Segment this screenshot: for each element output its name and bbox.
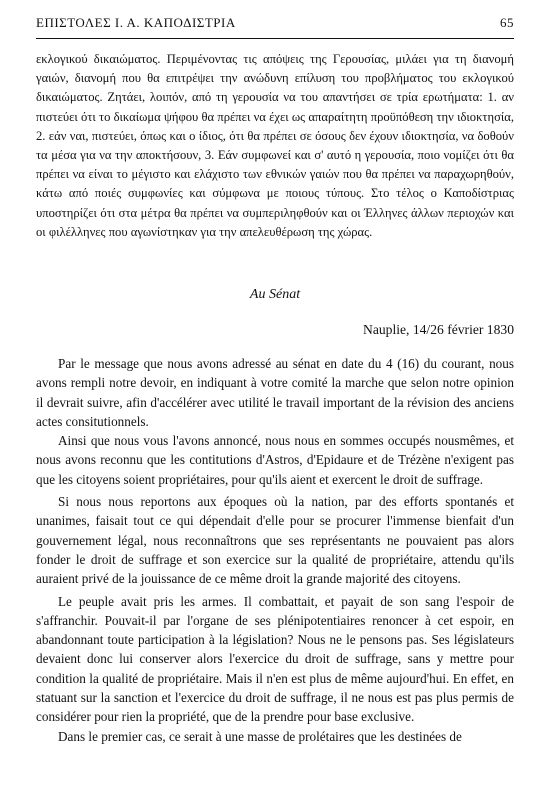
letter-body xyxy=(36,354,514,746)
letter-paragraph: Ainsi que nous vous l'avons annoncé, nous nous en sommes occupés nousmêmes, et nous avons reconnu que les contitutions d'Astros, d'Epidaure et de Trézène n'exigent pas que les citoyens soient propriétaires, pour qu'ils aient et exercent le droit de suffrage. xyxy=(36,433,514,487)
letter-paragraph: Si nous nous reportons aux époques où la nation, par des efforts spontanés et unanimes, faisait tout ce qui dépendait d'elle pour se procurer l'immense bienfait d'un gouvernement légal, nous reconnaîtrons que ses représentants ne pouvaient pas alors fonder le droit de suffrage et son exercice sur la qualité de propriétaire, attendu qu'ils auraient privé de la jouissance de ce même droit la grande majorité des citoyens. xyxy=(36,494,514,587)
letter-paragraph: Le peuple avait pris les armes. Il combattait, et payait de son sang l'espoir de s'affranchir. Pouvait-il par l'organe de ses plénipotentiaires renoncer à cet espoir, en abandonnant toute participation à la législation? Nous ne le pensons pas. Ses législateurs devaient donc lui conserver alors l'exercice du droit de suffrage, sans y mettre pour condition la qualité de propriétaire. Mais il n'en est plus de même aujourd'hui. En effet, en statuant sur la sanction et l'exercice du droit de suffrage, il ne nous est pas plus permis de considérer pour rien la propriété, que de la prendre pour base exclusive. xyxy=(36,593,514,725)
running-title: ΕΠΙΣΤΟΛΕΣ Ι. Α. ΚΑΠΟΔΙΣΤΡΙΑ xyxy=(36,15,236,30)
letter-addressee: Au Sénat xyxy=(249,287,301,302)
running-head xyxy=(36,15,514,37)
letter-paragraph: Dans le premier cas, ce serait à une masse de prolétaires que les destinées de xyxy=(58,728,462,744)
header-rule xyxy=(36,38,514,39)
letter-dateline: Nauplie, 14/26 février 1830 xyxy=(363,322,514,337)
letter-paragraph: Par le message que nous avons adressé au sénat en date du 4 (16) du courant, nous avons rempli notre devoir, en indiquant à votre comité la marche que selon notre opinion il devrait suivre, afin d'accélérer avec utilité le travail important de la révision des anciens actes consitutionnels. xyxy=(36,356,514,429)
greek-commentary xyxy=(36,50,514,242)
page-number: 65 xyxy=(500,15,514,30)
greek-paragraph: εκλογικού δικαιώματος. Περιμένοντας τις απόψεις της Γερουσίας, μιλάει για τη διανομή γαιών, διανομή που θα επιτρέψει την ανώδυνη επίλυση του προβλήματος του εκλογικού δικαιώματος. Ζητάει, λοιπόν, από τη γερουσία να του απαντήσει σε τρία ερωτήματα: 1. αν πιστεύει ότι το δικαίωμα ψήφου θα πρέπει να έχει ως απαραίτητη προϋπόθεση την ιδιοκτησία, 2. εάν ναι, πιστεύει, όπως και ο ίδιος, ότι θα πρέπει σε όσους δεν έχουν ιδιοκτησία, να δοθούν τα μέσα για να την αποκτήσουν, 3. Εάν συμφωνεί και σ' αυτό η γερουσία, ποιο νομίζει ότι θα πρέπει να είναι το μέγιστο και ελάχιστο των εθνικών γαιών που θα πρέπει να παραχωρηθούν, κάτω από ποιές συμφωνίες και σύμφωνα με ποιους τύπους. Στο τέλος ο Καποδίστριας υποστηρίζει ότι στα μέτρα θα πρέπει να συμπεριληφθούν και οι Έλληνες άλλων περιοχών και οι φιλέλληνες που αγωνίστηκαν για την απελευθέρωση της χώρας. xyxy=(36,52,514,239)
